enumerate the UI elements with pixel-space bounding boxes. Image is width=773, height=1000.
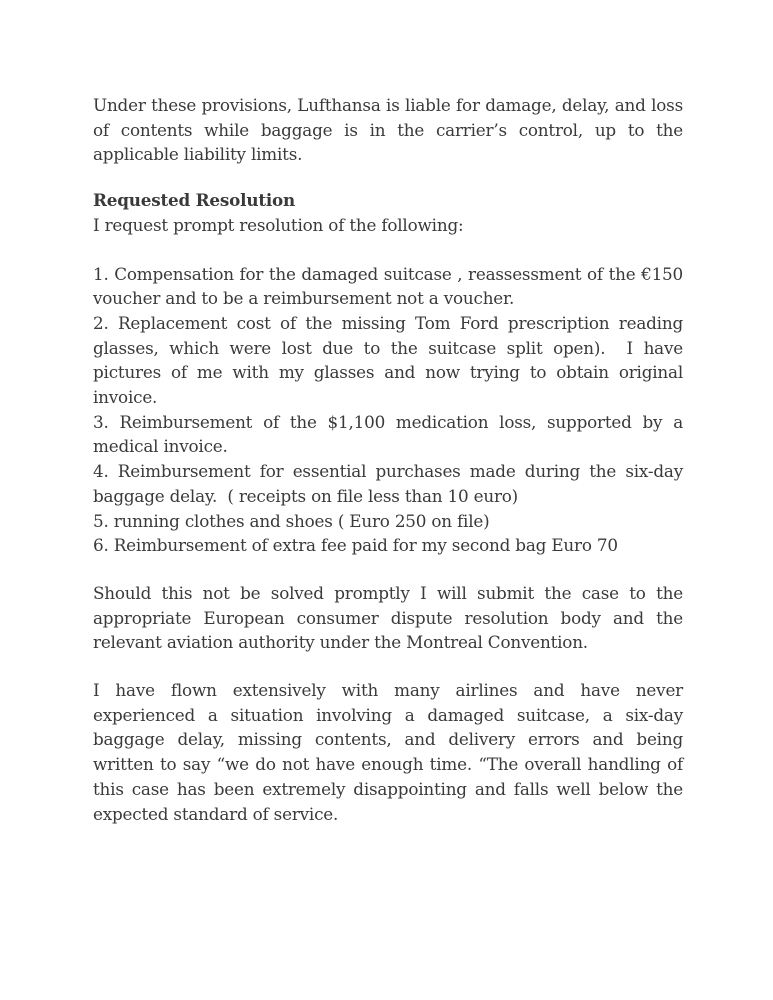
escalation-paragraph: Should this not be solved promptly I will submit the case to the appropriate European consumer dispute resolution body and the relevant aviation authority under the Montreal Convention.: [93, 582, 683, 653]
resolution-item-3: 3. Reimbursement of the $1,100 medication loss, supported by a medical invoice.: [93, 411, 683, 457]
resolution-list: [93, 262, 683, 558]
letter-body: [93, 93, 683, 826]
closing-paragraph: I have flown extensively with many airlines and have never experienced a situation involving a damaged suitcase, a six-day baggage delay, missing contents, and delivery errors and being written to say “we do not have enough time. “The overall handling of this case has been extremely disappointing and falls well below the expected standard of service.: [93, 680, 683, 824]
resolution-item-5: 5. running clothes and shoes ( Euro 250 on file): [93, 510, 490, 531]
requested-resolution-heading: Requested Resolution: [93, 190, 296, 211]
resolution-item-2: 2. Replacement cost of the missing Tom Ford prescription reading glasses, which were lost due to the suitcase split open). I have pictures of me with my glasses and now trying to obtain original invoice.: [93, 312, 683, 408]
request-intro-line: I request prompt resolution of the following:: [93, 214, 464, 235]
resolution-item-6: 6. Reimbursement of extra fee paid for my second bag Euro 70: [93, 535, 618, 556]
liability-paragraph: Under these provisions, Lufthansa is liable for damage, delay, and loss of contents while baggage is in the carrier’s control, up to the applicable liability limits.: [93, 95, 683, 165]
resolution-item-4: 4. Reimbursement for essential purchases made during the six-day baggage delay. ( receipts on file less than 10 euro): [93, 461, 683, 506]
resolution-item-1: 1. Compensation for the damaged suitcase , reassessment of the €150 voucher and to be a reimbursement not a voucher.: [93, 263, 683, 309]
